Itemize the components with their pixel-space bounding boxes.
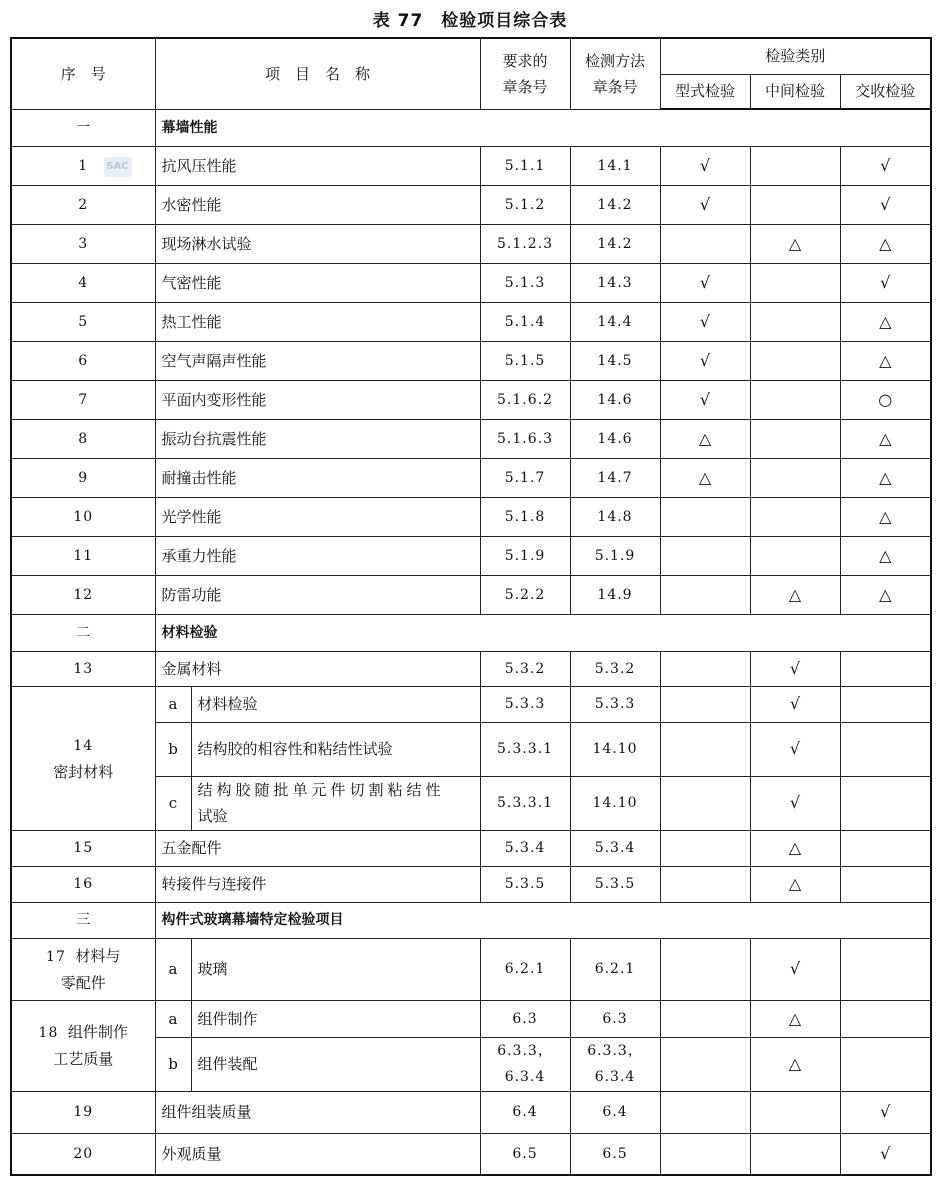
sub-letter: c <box>155 776 191 830</box>
type-test-mark <box>660 575 750 614</box>
method-clause: 14.6 <box>570 380 660 419</box>
mid-test-mark: △ <box>750 1000 840 1037</box>
item-name: 防雷功能 <box>155 575 480 614</box>
mid-test-mark <box>750 185 840 224</box>
table-row <box>11 686 931 722</box>
section-number: 三 <box>11 902 155 938</box>
row-number: 15 <box>11 830 155 866</box>
method-clause: 5.3.4 <box>570 830 660 866</box>
type-test-mark <box>660 686 750 722</box>
mid-test-mark <box>750 146 840 185</box>
row-number: 8 <box>11 419 155 458</box>
table-row <box>11 302 931 341</box>
req-clause: 5.1.6.2 <box>480 380 570 419</box>
mid-test-mark: √ <box>750 651 840 686</box>
accept-test-mark <box>840 776 931 830</box>
method-clause: 14.10 <box>570 722 660 776</box>
req-clause: 6.5 <box>480 1133 570 1175</box>
accept-test-mark: △ <box>840 341 931 380</box>
req-clause: 5.1.2.3 <box>480 224 570 263</box>
accept-test-mark <box>840 866 931 902</box>
mid-test-mark: △ <box>750 224 840 263</box>
sub-letter: b <box>155 1037 191 1091</box>
type-test-mark <box>660 938 750 1000</box>
req-clause-line1: 6.3.3， <box>497 1043 553 1059</box>
group-name-line1: 材料与 <box>75 946 121 965</box>
item-name: 光学性能 <box>155 497 480 536</box>
req-clause-line2: 6.3.4 <box>504 1069 546 1085</box>
req-clause: 5.1.2 <box>480 185 570 224</box>
accept-test-mark: △ <box>840 458 931 497</box>
req-clause: 5.3.2 <box>480 651 570 686</box>
row-number: 17 <box>46 948 66 965</box>
req-clause: 5.1.8 <box>480 497 570 536</box>
item-name: 热工性能 <box>155 302 480 341</box>
type-test-mark: △ <box>660 458 750 497</box>
row-number: 2 <box>11 185 155 224</box>
req-clause: 5.1.1 <box>480 146 570 185</box>
item-name-line2: 试验 <box>197 807 228 825</box>
type-test-mark <box>660 830 750 866</box>
method-clause: 14.2 <box>570 224 660 263</box>
row-number: 18 <box>38 1025 59 1041</box>
accept-test-mark: √ <box>840 1091 931 1133</box>
accept-test-mark: √ <box>840 263 931 302</box>
type-test-mark: △ <box>660 419 750 458</box>
type-test-mark: √ <box>660 380 750 419</box>
row-number: 20 <box>11 1133 155 1175</box>
mid-test-mark: △ <box>750 575 840 614</box>
method-clause: 14.1 <box>570 146 660 185</box>
type-test-mark <box>660 1091 750 1133</box>
row-number: 19 <box>11 1091 155 1133</box>
mid-test-mark: △ <box>750 830 840 866</box>
type-test-mark <box>660 722 750 776</box>
item-name: 金属材料 <box>155 651 480 686</box>
row-number: 6 <box>11 341 155 380</box>
method-clause: 14.6 <box>570 419 660 458</box>
mid-test-mark <box>750 263 840 302</box>
req-clause: 5.3.5 <box>480 866 570 902</box>
group-name-line2: 工艺质量 <box>53 1050 114 1068</box>
table-row <box>11 575 931 614</box>
item-name: 转接件与连接件 <box>155 866 480 902</box>
type-test-mark <box>660 1037 750 1091</box>
header-req-clause <box>480 38 570 109</box>
table-row <box>11 830 931 866</box>
item-name-line1: 结构胶随批单元件切割粘结性 <box>197 781 445 799</box>
group-name-line1: 组件制作 <box>67 1023 128 1041</box>
req-clause: 5.1.7 <box>480 458 570 497</box>
accept-test-mark <box>840 1037 931 1091</box>
method-clause: 14.8 <box>570 497 660 536</box>
accept-test-mark <box>840 686 931 722</box>
method-clause: 14.9 <box>570 575 660 614</box>
item-name: 组件制作 <box>191 1000 480 1037</box>
row-number: 11 <box>11 536 155 575</box>
row-number: 13 <box>11 651 155 686</box>
item-name: 材料检验 <box>191 686 480 722</box>
method-clause: 14.3 <box>570 263 660 302</box>
inspection-items-table <box>10 37 932 1176</box>
type-test-mark <box>660 1133 750 1175</box>
method-clause: 6.2.1 <box>570 938 660 1000</box>
row-number: 14 <box>73 737 94 754</box>
req-clause: 6.2.1 <box>480 938 570 1000</box>
accept-test-mark <box>840 938 931 1000</box>
type-test-mark <box>660 866 750 902</box>
type-test-mark <box>660 536 750 575</box>
row-number: 12 <box>11 575 155 614</box>
type-test-mark <box>660 776 750 830</box>
method-clause: 14.2 <box>570 185 660 224</box>
item-name: 承重力性能 <box>155 536 480 575</box>
item-name: 抗风压性能 <box>161 156 237 175</box>
method-clause: 14.10 <box>570 776 660 830</box>
accept-test-mark: √ <box>840 146 931 185</box>
mid-test-mark <box>750 302 840 341</box>
item-name: 耐撞击性能 <box>155 458 480 497</box>
table-row <box>11 146 931 185</box>
header-method-clause <box>570 38 660 109</box>
type-test-mark: √ <box>660 341 750 380</box>
mid-test-mark: √ <box>750 776 840 830</box>
accept-test-mark <box>840 830 931 866</box>
row-number: 7 <box>11 380 155 419</box>
accept-test-mark <box>840 1000 931 1037</box>
header-req-line1: 要求的 <box>502 51 548 70</box>
mid-test-mark <box>750 341 840 380</box>
group-cell <box>11 686 155 830</box>
item-name: 现场淋水试验 <box>155 224 480 263</box>
accept-test-mark: △ <box>840 224 931 263</box>
section-title: 构件式玻璃幕墙特定检验项目 <box>155 902 931 938</box>
header-mid-test: 中间检验 <box>750 74 840 109</box>
method-clause: 5.3.3 <box>570 686 660 722</box>
item-name: 气密性能 <box>155 263 480 302</box>
table-row <box>11 224 931 263</box>
req-clause: 5.1.4 <box>480 302 570 341</box>
type-test-mark: √ <box>660 146 750 185</box>
method-clause: 5.3.2 <box>570 651 660 686</box>
sub-letter: b <box>155 722 191 776</box>
mid-test-mark: △ <box>750 866 840 902</box>
item-name: 结构胶的相容性和粘结性试验 <box>191 722 480 776</box>
mid-test-mark <box>750 458 840 497</box>
req-clause: 5.2.2 <box>480 575 570 614</box>
row-number: 10 <box>11 497 155 536</box>
method-clause-line1: 6.3.3， <box>587 1043 643 1059</box>
item-name: 外观质量 <box>155 1133 480 1175</box>
group-name: 密封材料 <box>53 762 114 781</box>
accept-test-mark <box>840 651 931 686</box>
req-clause <box>480 1037 570 1091</box>
mid-test-mark: √ <box>750 686 840 722</box>
header-accept-test: 交收检验 <box>840 74 931 109</box>
req-clause: 6.4 <box>480 1091 570 1133</box>
row-number: 1 <box>78 157 89 174</box>
section-title: 材料检验 <box>155 614 931 651</box>
item-name: 空气声隔声性能 <box>155 341 480 380</box>
sub-letter: a <box>155 686 191 722</box>
item-name: 组件装配 <box>191 1037 480 1091</box>
table-row <box>11 866 931 902</box>
method-clause: 6.4 <box>570 1091 660 1133</box>
type-test-mark: √ <box>660 185 750 224</box>
type-test-mark: √ <box>660 263 750 302</box>
type-test-mark <box>660 651 750 686</box>
row-number: 4 <box>11 263 155 302</box>
item-name: 玻璃 <box>191 938 480 1000</box>
req-clause: 5.1.3 <box>480 263 570 302</box>
method-clause: 6.3 <box>570 1000 660 1037</box>
mid-test-mark: △ <box>750 1037 840 1091</box>
mid-test-mark: √ <box>750 722 840 776</box>
item-name: 振动台抗震性能 <box>155 419 480 458</box>
method-clause: 6.5 <box>570 1133 660 1175</box>
table-row <box>11 497 931 536</box>
accept-test-mark: △ <box>840 575 931 614</box>
row-number: 3 <box>11 224 155 263</box>
row-number: 9 <box>11 458 155 497</box>
table-row <box>11 458 931 497</box>
item-name: 水密性能 <box>155 185 480 224</box>
accept-test-mark: △ <box>840 497 931 536</box>
table-row <box>11 536 931 575</box>
table-row <box>11 1133 931 1175</box>
req-clause: 5.3.3.1 <box>480 722 570 776</box>
accept-test-mark: △ <box>840 536 931 575</box>
group-name-line2: 零配件 <box>60 973 106 992</box>
accept-test-mark: △ <box>840 302 931 341</box>
type-test-mark <box>660 497 750 536</box>
item-name: 组件组装质量 <box>155 1091 480 1133</box>
mid-test-mark <box>750 1091 840 1133</box>
section-number: 二 <box>11 614 155 651</box>
type-test-mark <box>660 224 750 263</box>
mid-test-mark <box>750 536 840 575</box>
mid-test-mark <box>750 497 840 536</box>
table-row <box>11 1000 931 1037</box>
accept-test-mark: √ <box>840 185 931 224</box>
header-type-test: 型式检验 <box>660 74 750 109</box>
accept-test-mark: √ <box>840 1133 931 1175</box>
accept-test-mark <box>840 722 931 776</box>
row-number: 5 <box>11 302 155 341</box>
item-name: 平面内变形性能 <box>155 380 480 419</box>
header-method-line2: 章条号 <box>592 77 638 96</box>
table-row <box>11 263 931 302</box>
row-number: 16 <box>11 866 155 902</box>
item-name: 五金配件 <box>155 830 480 866</box>
accept-test-mark: ○ <box>840 380 931 419</box>
mid-test-mark: √ <box>750 938 840 1000</box>
table-title: 表 77 检验项目综合表 <box>372 11 568 31</box>
mid-test-mark <box>750 1133 840 1175</box>
table-row <box>11 419 931 458</box>
header-seq: 序 号 <box>11 38 155 109</box>
sub-letter: a <box>155 1000 191 1037</box>
table-row <box>11 1091 931 1133</box>
sub-letter: a <box>155 938 191 1000</box>
section-number: 一 <box>11 109 155 146</box>
req-clause: 5.1.9 <box>480 536 570 575</box>
table-row <box>11 341 931 380</box>
group-cell <box>11 1000 155 1091</box>
method-clause: 14.7 <box>570 458 660 497</box>
header-category: 检验类别 <box>660 38 931 74</box>
sac-watermark-logo: SAC <box>104 157 132 177</box>
accept-test-mark: △ <box>840 419 931 458</box>
mid-test-mark <box>750 380 840 419</box>
group-cell <box>11 938 155 1000</box>
req-clause: 5.1.6.3 <box>480 419 570 458</box>
method-clause: 5.3.5 <box>570 866 660 902</box>
method-clause: 5.1.9 <box>570 536 660 575</box>
method-clause-line2: 6.3.4 <box>594 1069 636 1085</box>
table-row <box>11 651 931 686</box>
header-item-name: 项 目 名 称 <box>155 38 480 109</box>
req-clause: 6.3 <box>480 1000 570 1037</box>
table-row <box>11 380 931 419</box>
mid-test-mark <box>750 419 840 458</box>
header-method-line1: 检测方法 <box>585 51 646 70</box>
header-req-line2: 章条号 <box>502 77 548 96</box>
req-clause: 5.1.5 <box>480 341 570 380</box>
req-clause: 5.3.3.1 <box>480 776 570 830</box>
method-clause <box>570 1037 660 1091</box>
req-clause: 5.3.3 <box>480 686 570 722</box>
table-row <box>11 938 931 1000</box>
req-clause: 5.3.4 <box>480 830 570 866</box>
method-clause: 14.4 <box>570 302 660 341</box>
method-clause: 14.5 <box>570 341 660 380</box>
table-row <box>11 185 931 224</box>
type-test-mark: √ <box>660 302 750 341</box>
item-name <box>191 776 480 830</box>
section-title: 幕墙性能 <box>155 109 931 146</box>
type-test-mark <box>660 1000 750 1037</box>
